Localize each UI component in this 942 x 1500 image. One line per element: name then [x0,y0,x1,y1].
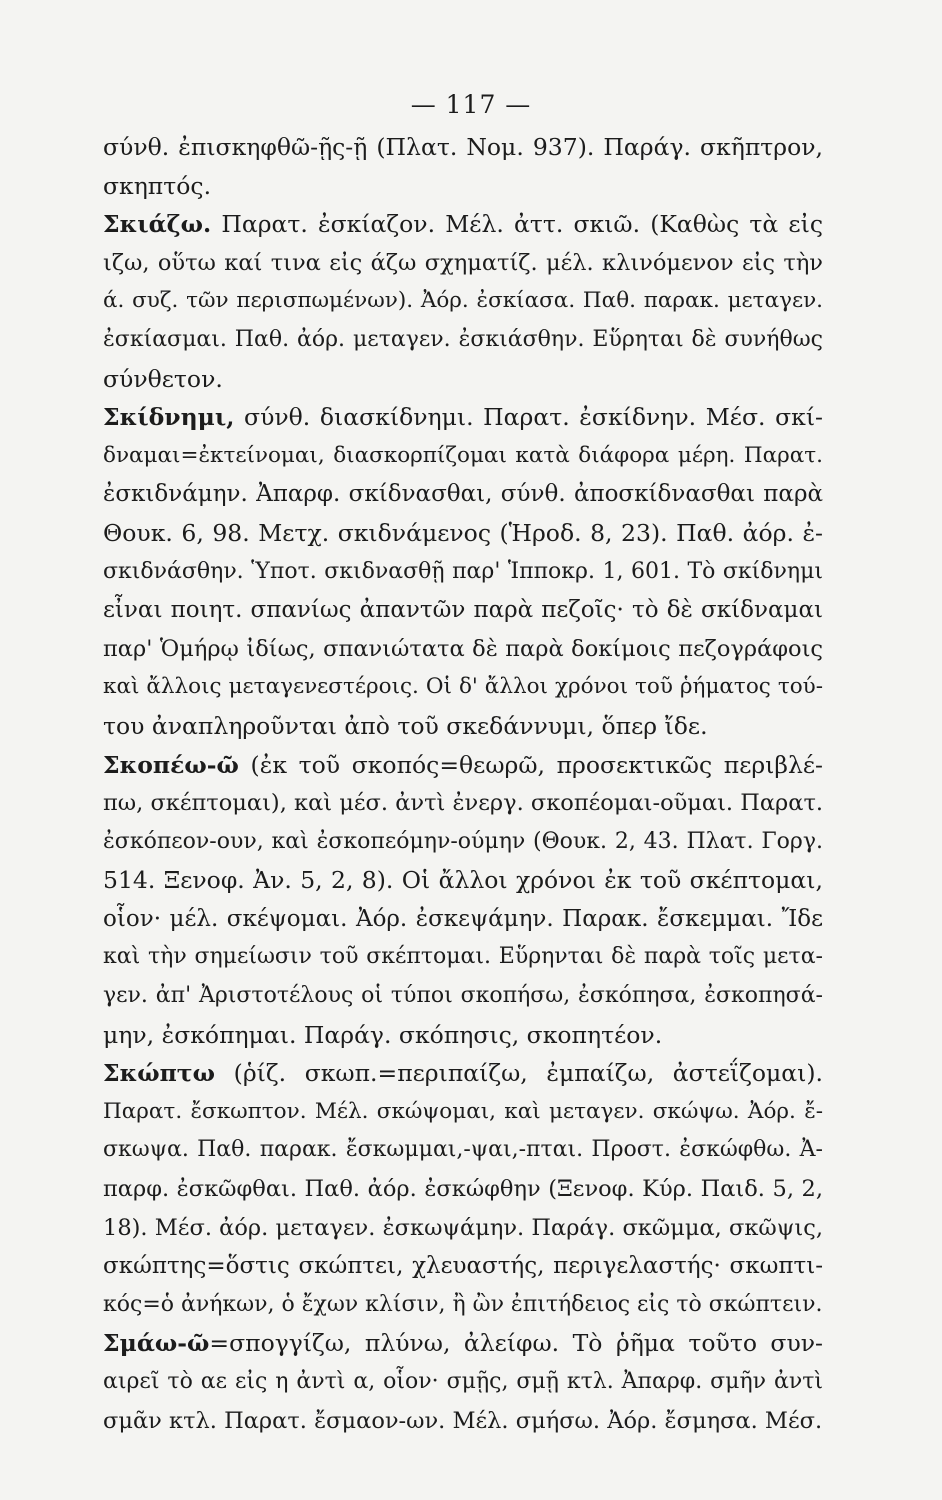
line-text: Παρατ. ἐσκίαζον. Μέλ. ἀττ. σκιῶ. (Καθὼς τὰ εἰς [211,210,823,239]
text-line [103,244,823,283]
entry-headword: Σκώπτω [103,1059,215,1088]
text-line [103,167,823,206]
line-text: σύνθ. ἐπισκηφθῶ-ῇς-ῇ (Πλατ. Νομ. 937). Παράγ. σκῆπτρον, [103,133,823,161]
line-text: ἐσκόπεον-ουν, καὶ ἐσκοπεόμην-ούμην (Θουκ. 2, 43. Πλατ. Γοργ. [103,828,823,854]
line-text: ιζω, οὕτω καί τινα εἰς άζω σχηματίζ. μέλ. κλινόμενον εἰς τὴν [103,249,823,276]
line-text: γεν. ἀπ' Ἀριστοτέλους οἱ τύποι σκοπήσω, ἐσκόπησα, ἐσκοπησά- [103,983,823,1009]
line-text: Παρατ. ἔσκωπτον. Μέλ. σκώψομαι, καὶ μεταγεν. σκώψω. Ἀόρ. ἔ- [103,1098,823,1124]
text-line [103,1131,823,1170]
line-text: σκώπτης=ὅστις σκώπτει, χλευαστής, περιγελαστής· σκωπτι- [103,1253,823,1280]
line-text: οἷον· μέλ. σκέψομαι. Ἀόρ. ἐσκεψάμην. Παρακ. ἔσκεμμαι. Ἴδε [103,905,823,932]
text-line [103,1016,823,1055]
entry-headword: Σμάω-ῶ [103,1329,210,1358]
line-text: εἶναι ποιητ. σπανίως ἀπαντῶν παρὰ πεζοῖς· τὸ δὲ σκίδναμαι [103,597,823,624]
line-text: (ἐκ τοῦ σκοπός=θεωρῶ, προσεκτικῶς περιβλέ- [238,750,823,779]
line-text: σκηπτός. [103,171,212,200]
text-line [103,938,823,977]
line-text: κός=ὁ ἀνήκων, ὁ ἔχων κλίσιν, ἢ ὢν ἐπιτήδειος εἰς τὸ σκώπτειν. [103,1291,823,1317]
text-line [103,707,823,746]
line-text: =σπογγίζω, πλύνω, ἀλείφω. Τὸ ῥῆμα τοῦτο συν- [209,1329,823,1358]
line-text: ἐσκιδνάμην. Ἀπαρφ. σκίδνασθαι, σύνθ. ἀποσκίδνασθαι παρὰ [103,481,823,508]
text-line [103,360,823,399]
line-text: καὶ τὴν σημείωσιν τοῦ σκέπτομαι. Εὕρηνται δὲ παρὰ τοῖς μετα- [103,944,823,970]
line-text: σκιδνάσθην. Ὑποτ. σκιδνασθῇ παρ' Ἱπποκρ. 1, 601. Τὸ σκίδνημι [103,558,823,584]
text-line [103,1402,823,1441]
line-text: του ἀναπληροῦνται ἀπὸ τοῦ σκεδάννυμι, ὅπερ ἴδε. [103,711,708,740]
line-text: παρ' Ὁμήρῳ ἰδίως, σπανιώτατα δὲ παρὰ δοκίμοις πεζογράφοις [103,635,823,662]
text-line [103,1324,823,1363]
line-text: 514. Ξενοφ. Ἀν. 5, 2, 8). Οἱ ἄλλοι χρόνοι ἐκ τοῦ σκέπτομαι, [103,866,823,895]
text-line [103,321,823,360]
line-text: Θουκ. 6, 98. Μετχ. σκιδνάμενος (Ἡροδ. 8, 23). Παθ. ἀόρ. ἐ- [103,518,823,547]
text-line [103,1363,823,1402]
entry-headword: Σκίδνημι, [103,403,235,432]
line-text: σκωψα. Παθ. παρακ. ἔσκωμμαι,-ψαι,-πται. Προστ. ἐσκώφθω. Ἀ- [103,1137,823,1163]
text-line [103,746,823,785]
entry-headword: Σκοπέω-ῶ [103,750,239,779]
text-line [103,1093,823,1132]
line-text: ά. συζ. τῶν περισπωμένων). Ἀόρ. ἐσκίασα. Παθ. παρακ. μεταγεν. [103,288,823,314]
text-line [103,553,823,592]
text-line [103,668,823,707]
line-text: μην, ἐσκόπημαι. Παράγ. σκόπησις, σκοπητέον. [103,1020,663,1049]
entry-headword: Σκιάζω. [103,210,212,239]
lexicon-text-block [103,128,823,1440]
line-text: πω, σκέπτομαι), καὶ μέσ. ἀντὶ ἐνεργ. σκοπέομαι-οῦμαι. Παρατ. [103,790,824,817]
text-line [103,1209,823,1248]
text-line [103,437,823,476]
text-line [103,128,823,167]
text-line [103,591,823,630]
text-line [103,1170,823,1209]
text-line [103,823,823,862]
text-line [103,282,823,321]
line-text: 18). Μέσ. ἀόρ. μεταγεν. ἐσκωψάμην. Παράγ. σκῶμμα, σκῶψις, [103,1214,823,1241]
line-text: δναμαι=ἐκτείνομαι, διασκορπίζομαι κατὰ διάφορα μέρη. Παρατ. [103,442,823,468]
line-text: (ῥίζ. σκωπ.=περιπαίζω, ἐμπαίζω, ἀστεΐζομαι). [215,1059,823,1088]
text-line [103,475,823,514]
text-line [103,514,823,553]
line-text: σύνθετον. [103,364,223,393]
line-text: σύνθ. διασκίδνημι. Παρατ. ἐσκίδνην. Μέσ. σκί- [234,403,823,432]
line-text: παρφ. ἐσκῶφθαι. Παθ. ἀόρ. ἐσκώφθην (Ξενοφ. Κύρ. Παιδ. 5, 2, [103,1176,823,1203]
text-line [103,1054,823,1093]
text-line [103,1247,823,1286]
text-line [103,205,823,244]
line-text: σμᾶν κτλ. Παρατ. ἔσμαον-ων. Μέλ. σμήσω. Ἀόρ. ἔσμησα. Μέσ. [103,1407,823,1434]
text-line [103,861,823,900]
line-text: καὶ ἄλλοις μεταγενεστέροις. Οἱ δ' ἄλλοι χρόνοι τοῦ ῥήματος τού- [103,674,823,700]
text-line [103,1286,823,1325]
text-line [103,900,823,939]
page-number: — 117 — [410,90,532,119]
text-line [103,784,823,823]
text-line [103,398,823,437]
text-line [103,630,823,669]
line-text: ἐσκίασμαι. Παθ. ἀόρ. μεταγεν. ἐσκιάσθην. Εὕρηται δὲ συνήθως [103,326,823,352]
text-line [103,977,823,1016]
line-text: αιρεῖ τὸ αε εἰς η ἀντὶ α, οἷον· σμῇς, σμῇ κτλ. Ἀπαρφ. σμῆν ἀντὶ [103,1369,823,1394]
